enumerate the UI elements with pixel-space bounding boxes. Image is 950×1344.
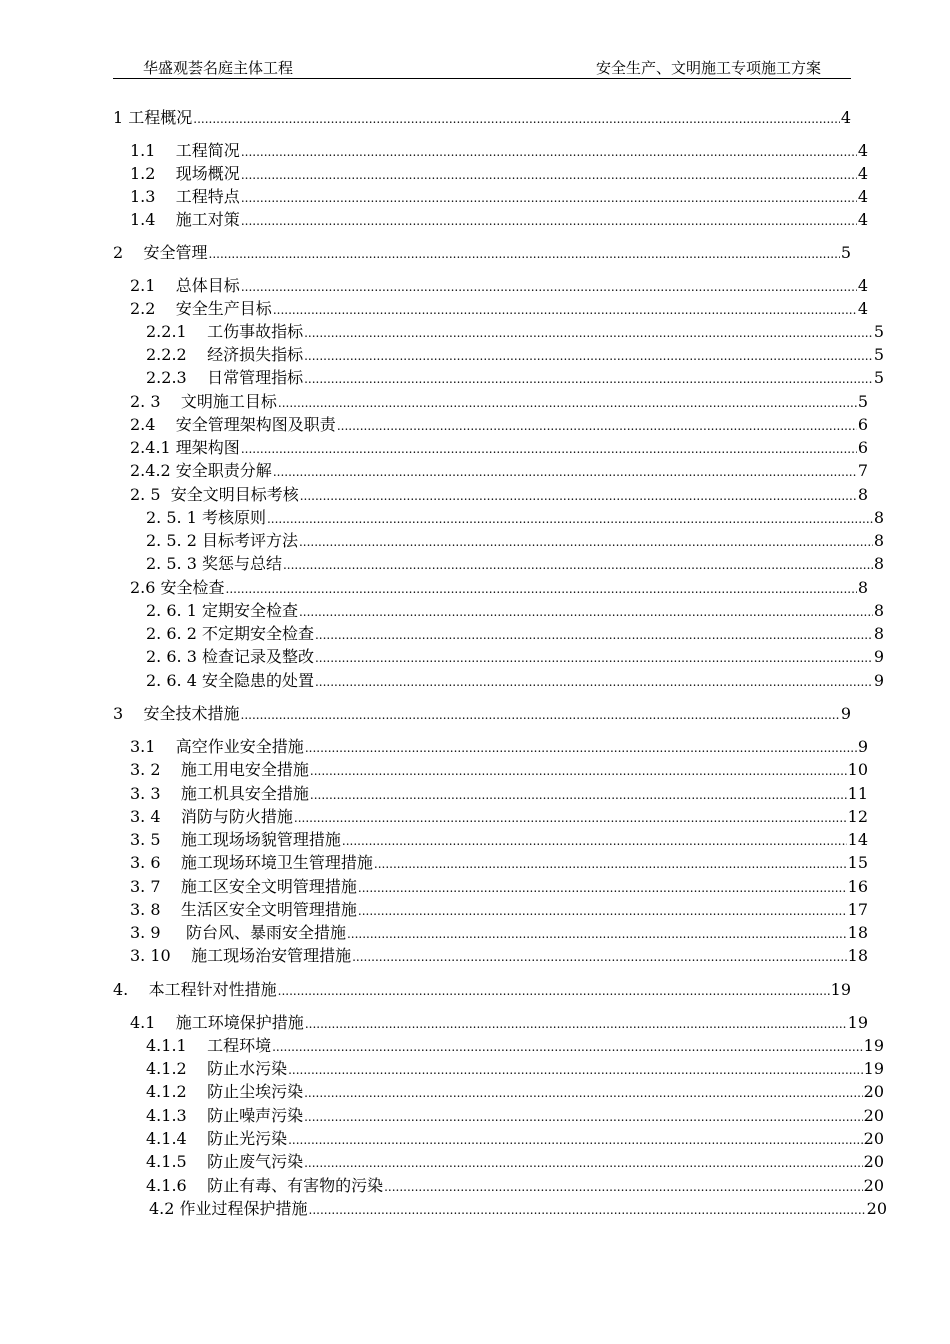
toc-entry-1[interactable]	[113, 107, 851, 129]
toc-number: 2.6	[130, 578, 161, 597]
toc-title: 安全管理	[143, 243, 208, 262]
toc-title: 奖惩与总结	[201, 554, 282, 573]
toc-number: 2.2	[130, 299, 176, 318]
toc-number: 2.4	[130, 415, 176, 434]
toc-number: 3. 9	[130, 923, 186, 942]
dot-leader	[288, 1129, 863, 1151]
dot-leader	[193, 108, 840, 130]
toc-title: 现场概况	[175, 164, 240, 183]
toc-page-number: 6	[857, 438, 868, 457]
toc-page-number: 14	[847, 830, 868, 849]
toc-title: 经济损失指标	[207, 345, 304, 364]
toc-entry-2-5-1[interactable]	[113, 507, 884, 529]
toc-page-number: 20	[863, 1152, 884, 1171]
toc-number: 1.4	[130, 210, 176, 229]
toc-title: 施工对策	[175, 210, 240, 229]
toc-title: 安全技术措施	[143, 704, 240, 723]
toc-entry-3-8[interactable]	[113, 899, 868, 921]
dot-leader	[358, 900, 847, 922]
toc-entry-2-2-2[interactable]	[113, 344, 884, 366]
toc-entry-3-2[interactable]	[113, 759, 868, 781]
toc-title: 作业过程保护措施	[179, 1199, 308, 1218]
toc-number: 2.4.2	[130, 461, 176, 480]
toc-page-number: 20	[863, 1106, 884, 1125]
dot-leader	[300, 485, 857, 507]
toc-page-number: 19	[863, 1036, 884, 1055]
toc-number: 2. 5. 3	[146, 554, 202, 573]
toc-title: 防止光污染	[207, 1129, 288, 1148]
toc-page-number: 20	[863, 1082, 884, 1101]
dot-leader	[374, 853, 847, 875]
toc-page-number: 4	[840, 108, 851, 127]
toc-title: 本工程针对性措施	[148, 980, 277, 999]
toc-title: 施工现场治安管理措施	[191, 946, 352, 965]
dot-leader	[358, 877, 847, 899]
toc-title: 不定期安全检查	[201, 624, 314, 643]
toc-entry-3-5[interactable]	[113, 829, 868, 851]
toc-number: 4.2	[149, 1199, 180, 1218]
dot-leader	[315, 647, 873, 669]
toc-entry-1-3[interactable]	[113, 186, 868, 208]
toc-entry-3-4[interactable]	[113, 806, 868, 828]
toc-page-number: 5	[873, 368, 884, 387]
toc-number: 3. 8	[130, 900, 181, 919]
toc-number: 2. 5. 2	[146, 531, 202, 550]
dot-leader	[299, 601, 873, 623]
toc-number: 1	[113, 108, 129, 127]
toc-entry-2-2-3[interactable]	[113, 367, 884, 389]
dot-leader	[315, 624, 873, 646]
dot-leader	[305, 1013, 847, 1035]
toc-entry-4-1-2[interactable]	[113, 1058, 884, 1080]
toc-title: 目标考评方法	[201, 531, 298, 550]
toc-entry-3-3[interactable]	[113, 783, 868, 805]
toc-page-number: 20	[863, 1176, 884, 1195]
toc-entry-4-1-5[interactable]	[113, 1151, 884, 1173]
toc-title: 理架构图	[175, 438, 240, 457]
toc-number: 2. 6. 1	[146, 601, 202, 620]
toc-title: 施工现场环境卫生管理措施	[180, 853, 373, 872]
toc-entry-2-6-3[interactable]	[113, 646, 884, 668]
toc-title: 工程概况	[128, 108, 193, 127]
toc-page-number: 4	[857, 299, 868, 318]
toc-entry-3[interactable]	[113, 703, 851, 725]
toc-page-number: 8	[873, 554, 884, 573]
toc-title: 安全隐患的处置	[201, 671, 314, 690]
dot-leader	[294, 807, 847, 829]
toc-title: 防止噪声污染	[207, 1106, 304, 1125]
toc-number: 3. 6	[130, 853, 181, 872]
dot-leader	[241, 276, 857, 298]
toc-page-number: 5	[873, 345, 884, 364]
dot-leader	[304, 1106, 863, 1128]
dot-leader	[241, 141, 857, 163]
toc-number: 3. 4	[130, 807, 181, 826]
toc-title: 检查记录及整改	[201, 647, 314, 666]
toc-entry-3-7[interactable]	[113, 876, 868, 898]
dot-leader	[304, 345, 873, 367]
toc-number: 2.2.3	[146, 368, 208, 387]
dot-leader	[273, 461, 857, 483]
toc-number: 1.3	[130, 187, 176, 206]
dot-leader	[305, 737, 857, 759]
toc-title: 定期安全检查	[201, 601, 298, 620]
dot-leader	[309, 1199, 866, 1221]
toc-page-number: 18	[847, 923, 868, 942]
dot-leader	[384, 1176, 863, 1198]
toc-entry-4-1-2b[interactable]	[113, 1081, 884, 1103]
dot-leader	[288, 1059, 863, 1081]
toc-page-number: 7	[857, 461, 868, 480]
page-header	[113, 58, 851, 79]
toc-entry-4-1-6[interactable]	[113, 1175, 884, 1197]
toc-title: 生活区安全文明管理措施	[180, 900, 357, 919]
toc-number: 4.1.5	[146, 1152, 208, 1171]
toc-page-number: 4	[857, 141, 868, 160]
dot-leader	[267, 508, 873, 530]
toc-number: 4.1.4	[146, 1129, 208, 1148]
toc-title: 安全职责分解	[175, 461, 272, 480]
toc-title: 安全文明目标考核	[170, 485, 299, 504]
toc-entry-2-2[interactable]	[113, 298, 868, 320]
toc-page-number: 19	[830, 980, 851, 999]
toc-title: 工伤事故指标	[207, 322, 304, 341]
toc-entry-3-9[interactable]	[113, 922, 868, 944]
toc-page-number: 9	[857, 737, 868, 756]
toc-number: 3. 3	[130, 784, 181, 803]
toc-entry-4-1[interactable]	[113, 1012, 868, 1034]
toc-title: 安全检查	[160, 578, 225, 597]
toc-number: 1.2	[130, 164, 176, 183]
toc-entry-2-6-2[interactable]	[113, 623, 884, 645]
toc-number: 4.1.2	[146, 1082, 208, 1101]
toc-title: 施工现场场貌管理措施	[180, 830, 341, 849]
dot-leader	[241, 164, 857, 186]
toc-number: 4.1	[130, 1013, 176, 1032]
toc-title: 日常管理指标	[207, 368, 304, 387]
toc-entry-2-4-2[interactable]	[113, 460, 868, 482]
dot-leader	[347, 923, 847, 945]
toc-title: 防台风、暴雨安全措施	[185, 923, 346, 942]
toc-entry-2-4[interactable]	[113, 414, 868, 436]
toc-number: 3. 7	[130, 877, 181, 896]
toc-page-number: 4	[857, 276, 868, 295]
toc-number: 2.2.2	[146, 345, 208, 364]
dot-leader	[278, 980, 830, 1002]
dot-leader	[342, 830, 847, 852]
toc-page-number: 20	[863, 1129, 884, 1148]
toc-title: 安全生产目标	[175, 299, 272, 318]
toc-page-number: 6	[857, 415, 868, 434]
toc-page-number: 16	[847, 877, 868, 896]
toc-entry-4-2[interactable]	[113, 1198, 887, 1220]
toc-title: 考核原则	[201, 508, 266, 527]
toc-entry-2-5-2[interactable]	[113, 530, 884, 552]
toc-title: 消防与防火措施	[180, 807, 293, 826]
toc-page-number: 12	[847, 807, 868, 826]
toc-number: 2. 6. 4	[146, 671, 202, 690]
toc-entry-3-10[interactable]	[113, 945, 868, 967]
toc-entry-2-3[interactable]	[113, 391, 868, 413]
toc-number: 3.1	[130, 737, 176, 756]
toc-entry-4-1-1[interactable]	[113, 1035, 884, 1057]
toc-title: 安全管理架构图及职责	[175, 415, 336, 434]
toc-page-number: 9	[873, 647, 884, 666]
dot-leader	[304, 1082, 863, 1104]
toc-number: 2.1	[130, 276, 176, 295]
toc-page-number: 18	[847, 946, 868, 965]
toc-entry-4-1-4[interactable]	[113, 1128, 884, 1150]
toc-entry-1-1[interactable]	[113, 140, 868, 162]
toc-number: 2. 3	[130, 392, 181, 411]
dot-leader	[299, 531, 873, 553]
toc-number: 4.1.1	[146, 1036, 208, 1055]
toc-entry-1-2[interactable]	[113, 163, 868, 185]
toc-entry-2-6-4[interactable]	[113, 670, 884, 692]
toc-number: 2. 6. 2	[146, 624, 202, 643]
toc-number: 2.2.1	[146, 322, 208, 341]
toc-page-number: 20	[866, 1199, 887, 1218]
toc-number: 2.4.1	[130, 438, 176, 457]
toc-page-number: 4	[857, 187, 868, 206]
dot-leader	[352, 946, 847, 968]
toc-entry-4-1-3[interactable]	[113, 1105, 884, 1127]
dot-leader	[337, 415, 857, 437]
dot-leader	[304, 322, 873, 344]
toc-page-number: 17	[847, 900, 868, 919]
toc-title: 工程特点	[175, 187, 240, 206]
toc-number: 2. 5	[130, 485, 171, 504]
toc-number: 3. 10	[130, 946, 192, 965]
dot-leader	[241, 210, 857, 232]
toc-page-number: 8	[873, 508, 884, 527]
toc-page-number: 5	[857, 392, 868, 411]
header-project-name: 华盛观荟名庭主体工程	[143, 59, 294, 77]
toc-entry-2[interactable]	[113, 242, 851, 264]
toc-page-number: 5	[840, 243, 851, 262]
dot-leader	[241, 438, 857, 460]
dot-leader	[272, 1036, 863, 1058]
toc-number: 2. 6. 3	[146, 647, 202, 666]
toc-number: 4.1.2	[146, 1059, 208, 1078]
toc-number: 2. 5. 1	[146, 508, 202, 527]
toc-entry-2-6-1[interactable]	[113, 600, 884, 622]
dot-leader	[283, 554, 873, 576]
toc-page-number: 11	[847, 784, 868, 803]
toc-page-number: 15	[847, 853, 868, 872]
toc-entry-3-6[interactable]	[113, 852, 868, 874]
toc-title: 工程简况	[175, 141, 240, 160]
dot-leader	[310, 784, 847, 806]
toc-title: 施工用电安全措施	[180, 760, 309, 779]
toc-page-number: 9	[873, 671, 884, 690]
toc-number: 2	[113, 243, 144, 262]
toc-title: 防止水污染	[207, 1059, 288, 1078]
toc-number: 4.	[113, 980, 149, 999]
toc-entry-2-6[interactable]	[113, 577, 868, 599]
toc-page-number: 19	[847, 1013, 868, 1032]
dot-leader	[304, 1152, 863, 1174]
toc-title: 高空作业安全措施	[175, 737, 304, 756]
header-document-title: 安全生产、文明施工专项施工方案	[595, 59, 821, 77]
toc-page-number: 9	[840, 704, 851, 723]
toc-page-number: 10	[847, 760, 868, 779]
toc-entry-3-1[interactable]	[113, 736, 868, 758]
toc-page-number: 8	[873, 531, 884, 550]
toc-page-number: 8	[857, 485, 868, 504]
toc-number: 3	[113, 704, 144, 723]
dot-leader	[241, 187, 857, 209]
toc-entry-4[interactable]	[113, 979, 851, 1001]
toc-title: 施工机具安全措施	[180, 784, 309, 803]
toc-page-number: 8	[857, 578, 868, 597]
toc-title: 施工区安全文明管理措施	[180, 877, 357, 896]
toc-title: 总体目标	[175, 276, 240, 295]
toc-page-number: 4	[857, 164, 868, 183]
dot-leader	[241, 704, 840, 726]
toc-page-number: 8	[873, 624, 884, 643]
toc-title: 施工环境保护措施	[175, 1013, 304, 1032]
toc-page-number: 5	[873, 322, 884, 341]
dot-leader	[273, 299, 857, 321]
toc-entry-2-5[interactable]	[113, 484, 868, 506]
dot-leader	[226, 578, 857, 600]
toc-page-number: 4	[857, 210, 868, 229]
dot-leader	[310, 760, 847, 782]
toc-entry-2-2-1[interactable]	[113, 321, 884, 343]
dot-leader	[315, 671, 873, 693]
dot-leader	[304, 368, 873, 390]
toc-title: 工程环境	[207, 1036, 272, 1055]
toc-entry-1-4[interactable]	[113, 209, 868, 231]
toc-page-number: 8	[873, 601, 884, 620]
toc-number: 4.1.3	[146, 1106, 208, 1125]
toc-page-number: 19	[863, 1059, 884, 1078]
toc-title: 防止有毒、有害物的污染	[207, 1176, 384, 1195]
toc-number: 4.1.6	[146, 1176, 208, 1195]
toc-title: 防止废气污染	[207, 1152, 304, 1171]
dot-leader	[209, 243, 840, 265]
toc-entry-2-4-1[interactable]	[113, 437, 868, 459]
toc-entry-2-5-3[interactable]	[113, 553, 884, 575]
toc-entry-2-1[interactable]	[113, 275, 868, 297]
toc-number: 3. 2	[130, 760, 181, 779]
toc-title: 防止尘埃污染	[207, 1082, 304, 1101]
toc-number: 3. 5	[130, 830, 181, 849]
toc-title: 文明施工目标	[180, 392, 277, 411]
toc-number: 1.1	[130, 141, 176, 160]
dot-leader	[278, 392, 857, 414]
